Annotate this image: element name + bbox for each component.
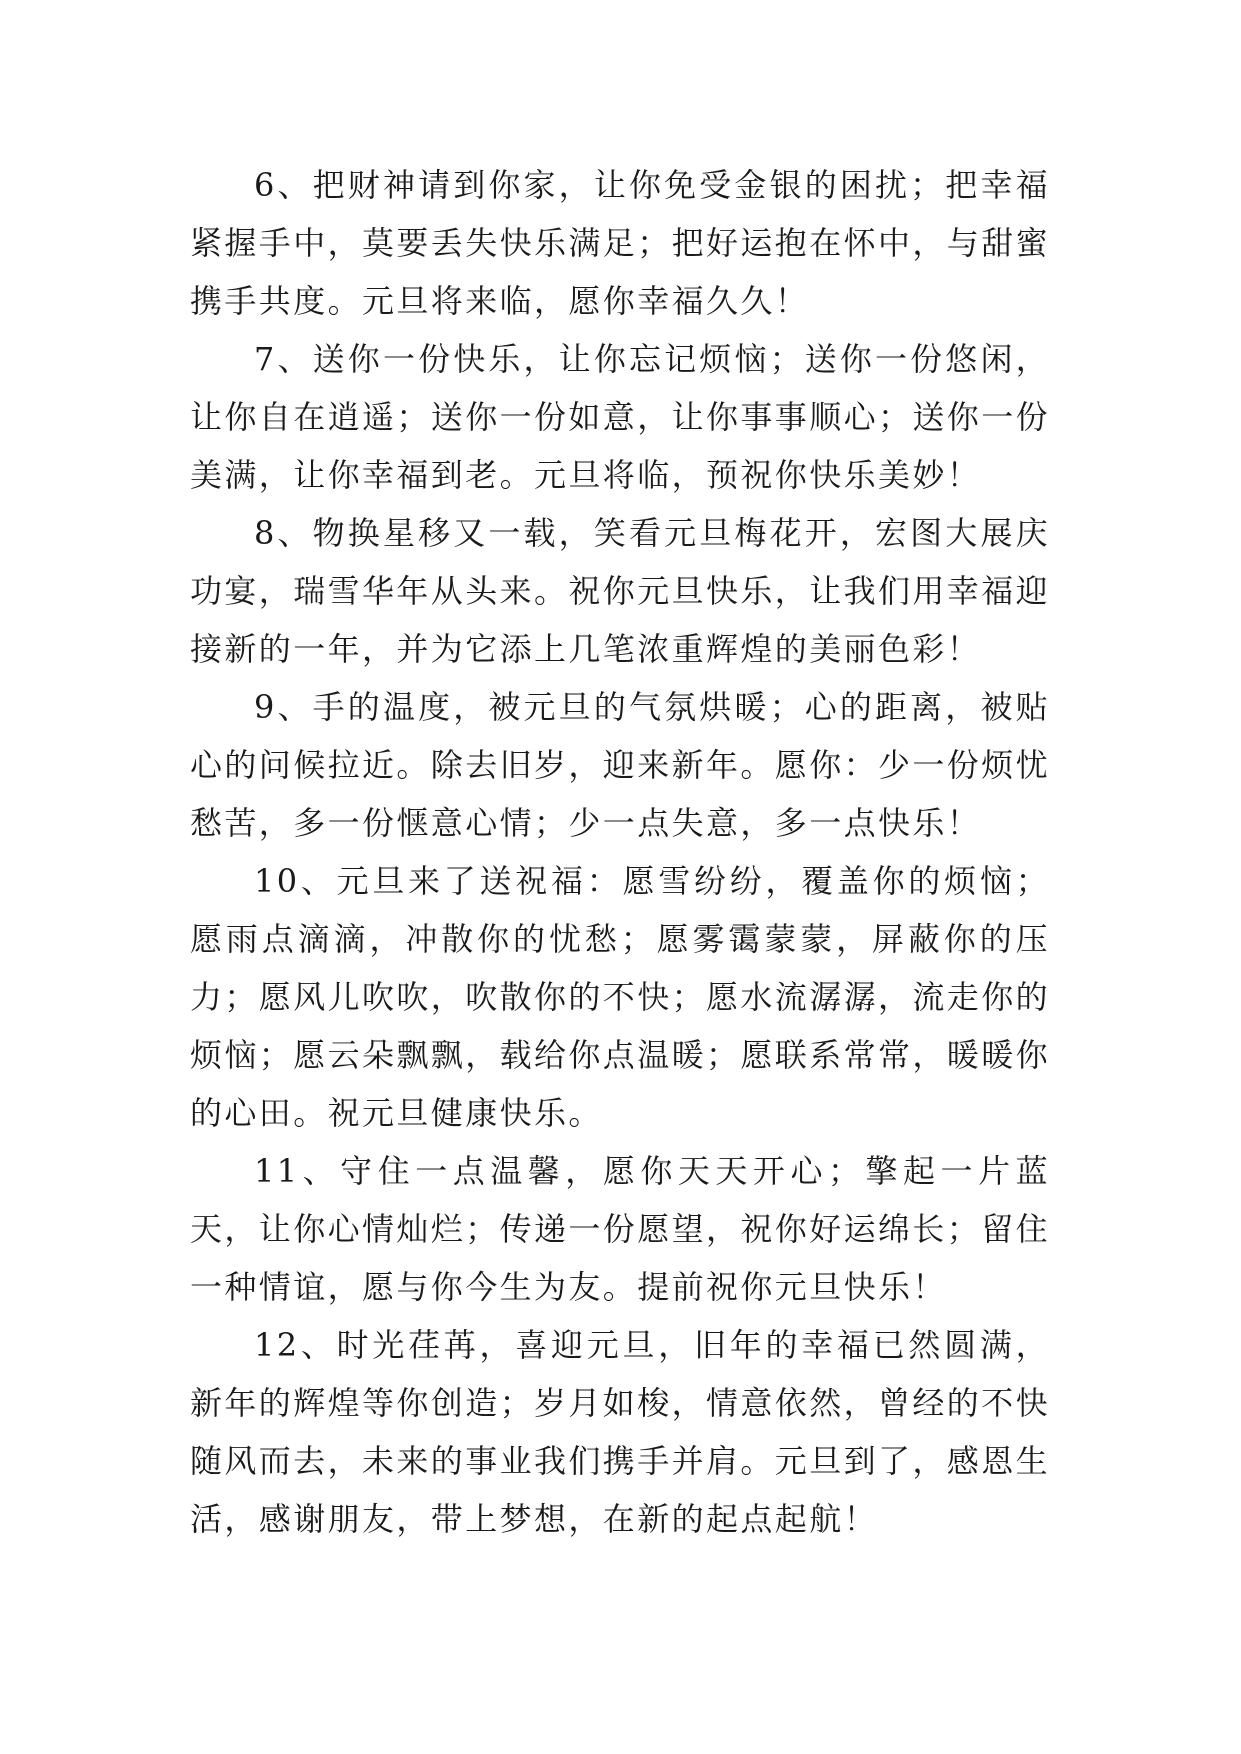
paragraph-10: 10、元旦来了送祝福：愿雪纷纷，覆盖你的烦恼；愿雨点滴滴，冲散你的忧愁；愿雾霭蒙蒙，屏蔽你的压力；愿风儿吹吹，吹散你的不快；愿水流潺潺，流走你的烦恼；愿云朵飘飘，载给你点温暖；愿联系常常，暖暖你的心田。祝元旦健康快乐。: [190, 862, 1051, 1132]
paragraph-9: 9、手的温度，被元旦的气氛烘暖；心的距离，被贴心的问候拉近。除去旧岁，迎来新年。愿你：少一份烦忧愁苦，多一份惬意心情；少一点失意，多一点快乐！: [190, 688, 1051, 842]
paragraph-6: 6、把财神请到你家，让你免受金银的困扰；把幸福紧握手中，莫要丢失快乐满足；把好运抱在怀中，与甜蜜携手共度。元旦将来临，愿你幸福久久！: [190, 166, 1051, 320]
paragraph-8: 8、物换星移又一载，笑看元旦梅花开，宏图大展庆功宴，瑞雪华年从头来。祝你元旦快乐，让我们用幸福迎接新的一年，并为它添上几笔浓重辉煌的美丽色彩！: [190, 514, 1051, 668]
paragraph-7: 7、送你一份快乐，让你忘记烦恼；送你一份悠闲，让你自在逍遥；送你一份如意，让你事事顺心；送你一份美满，让你幸福到老。元旦将临，预祝你快乐美妙！: [190, 340, 1051, 494]
paragraph-12: 12、时光荏苒，喜迎元旦，旧年的幸福已然圆满，新年的辉煌等你创造；岁月如梭，情意依然，曾经的不快随风而去，未来的事业我们携手并肩。元旦到了，感恩生活，感谢朋友，带上梦想，在新的起点起航！: [190, 1326, 1051, 1538]
document-body: [190, 156, 1050, 1548]
paragraph-11: 11、守住一点温馨，愿你天天开心；擎起一片蓝天，让你心情灿烂；传递一份愿望，祝你好运绵长；留住一种情谊，愿与你今生为友。提前祝你元旦快乐！: [190, 1152, 1051, 1306]
